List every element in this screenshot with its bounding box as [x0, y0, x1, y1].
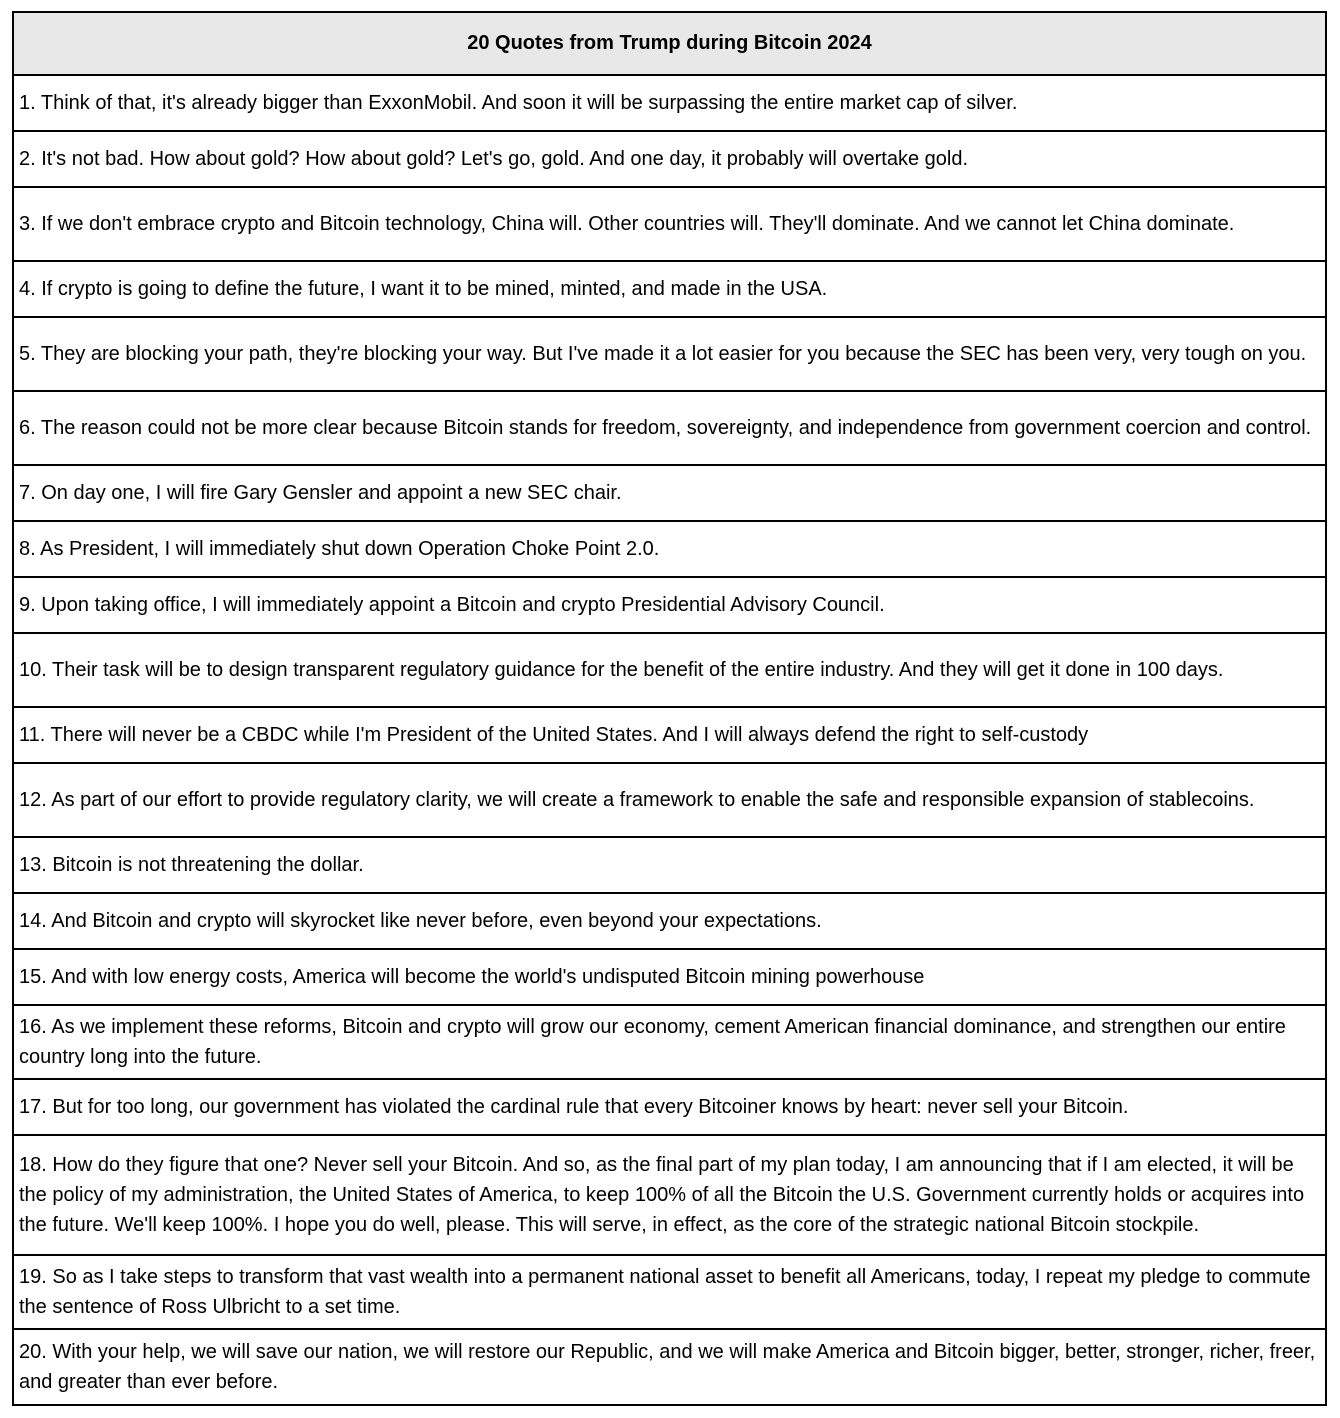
table-row [14, 188, 1325, 262]
quote-text: 2. It's not bad. How about gold? How about gold? Let's go, gold. And one day, it probably will overtake gold. [19, 148, 968, 170]
quote-text: 11. There will never be a CBDC while I'm President of the United States. And I will always defend the right to self-custody [19, 724, 1089, 746]
quote-text: 4. If crypto is going to define the future, I want it to be mined, minted, and made in the USA. [19, 278, 828, 300]
quote-text: 6. The reason could not be more clear because Bitcoin stands for freedom, sovereignty, and independence from government coercion and control. [19, 417, 1312, 439]
table-row [14, 1136, 1325, 1256]
table-header [14, 13, 1325, 76]
quote-text: 5. They are blocking your path, they're blocking your way. But I've made it a lot easier for you because the SEC has been very, very tough on you. [19, 343, 1307, 365]
table-row [14, 132, 1325, 188]
quote-text: 19. So as I take steps to transform that vast wealth into a permanent national asset to benefit all Americans, today, I repeat my pledge to commute the sentence of Ross Ulbricht to a set time. [19, 1266, 1311, 1318]
quote-text: 8. As President, I will immediately shut down Operation Choke Point 2.0. [19, 538, 660, 560]
table-row [14, 894, 1325, 950]
quote-text: 14. And Bitcoin and crypto will skyrocket like never before, even beyond your expectations. [19, 910, 822, 932]
quote-text: 18. How do they figure that one? Never sell your Bitcoin. And so, as the final part of my plan today, I am announcing that if I am elected, it will be the policy of my administration, the United States of America, to keep 100% of all the Bitcoin the U.S. Government currently holds or acquires into the future. We'll keep 100%. I hope you do well, please. This will serve, in effect, as the core of the strategic national Bitcoin stockpile. [19, 1154, 1305, 1236]
table-row [14, 1006, 1325, 1080]
quote-text: 17. But for too long, our government has violated the cardinal rule that every Bitcoiner knows by heart: never sell your Bitcoin. [19, 1096, 1129, 1118]
table-row [14, 262, 1325, 318]
table-row [14, 76, 1325, 132]
table-row [14, 1080, 1325, 1136]
table-row [14, 838, 1325, 894]
quote-text: 9. Upon taking office, I will immediately appoint a Bitcoin and crypto Presidential Advisory Council. [19, 594, 885, 616]
table-row [14, 392, 1325, 466]
quote-text: 3. If we don't embrace crypto and Bitcoin technology, China will. Other countries will. They'll dominate. And we cannot let China dominate. [19, 213, 1235, 235]
table-row [14, 522, 1325, 578]
quote-text: 1. Think of that, it's already bigger than ExxonMobil. And soon it will be surpassing the entire market cap of silver. [19, 92, 1018, 114]
table-row [14, 578, 1325, 634]
table-row [14, 318, 1325, 392]
quote-text: 20. With your help, we will save our nation, we will restore our Republic, and we will make America and Bitcoin bigger, better, stronger, richer, freer, and greater than ever before. [19, 1341, 1316, 1393]
table-row [14, 1256, 1325, 1330]
quotes-table [12, 11, 1327, 1406]
table-row [14, 1330, 1325, 1404]
table-row [14, 634, 1325, 708]
quote-text: 7. On day one, I will fire Gary Gensler and appoint a new SEC chair. [19, 482, 622, 504]
table-row [14, 764, 1325, 838]
quote-text: 10. Their task will be to design transparent regulatory guidance for the benefit of the entire industry. And they will get it done in 100 days. [19, 659, 1224, 681]
quote-text: 15. And with low energy costs, America will become the world's undisputed Bitcoin mining powerhouse [19, 966, 925, 988]
table-row [14, 950, 1325, 1006]
table-row [14, 708, 1325, 764]
quote-text: 13. Bitcoin is not threatening the dollar. [19, 854, 364, 876]
table-row [14, 466, 1325, 522]
table-title: 20 Quotes from Trump during Bitcoin 2024 [467, 32, 872, 54]
quote-text: 12. As part of our effort to provide regulatory clarity, we will create a framework to enable the safe and responsible expansion of stablecoins. [19, 789, 1255, 811]
quote-text: 16. As we implement these reforms, Bitcoin and crypto will grow our economy, cement American financial dominance, and strengthen our entire country long into the future. [19, 1016, 1286, 1068]
